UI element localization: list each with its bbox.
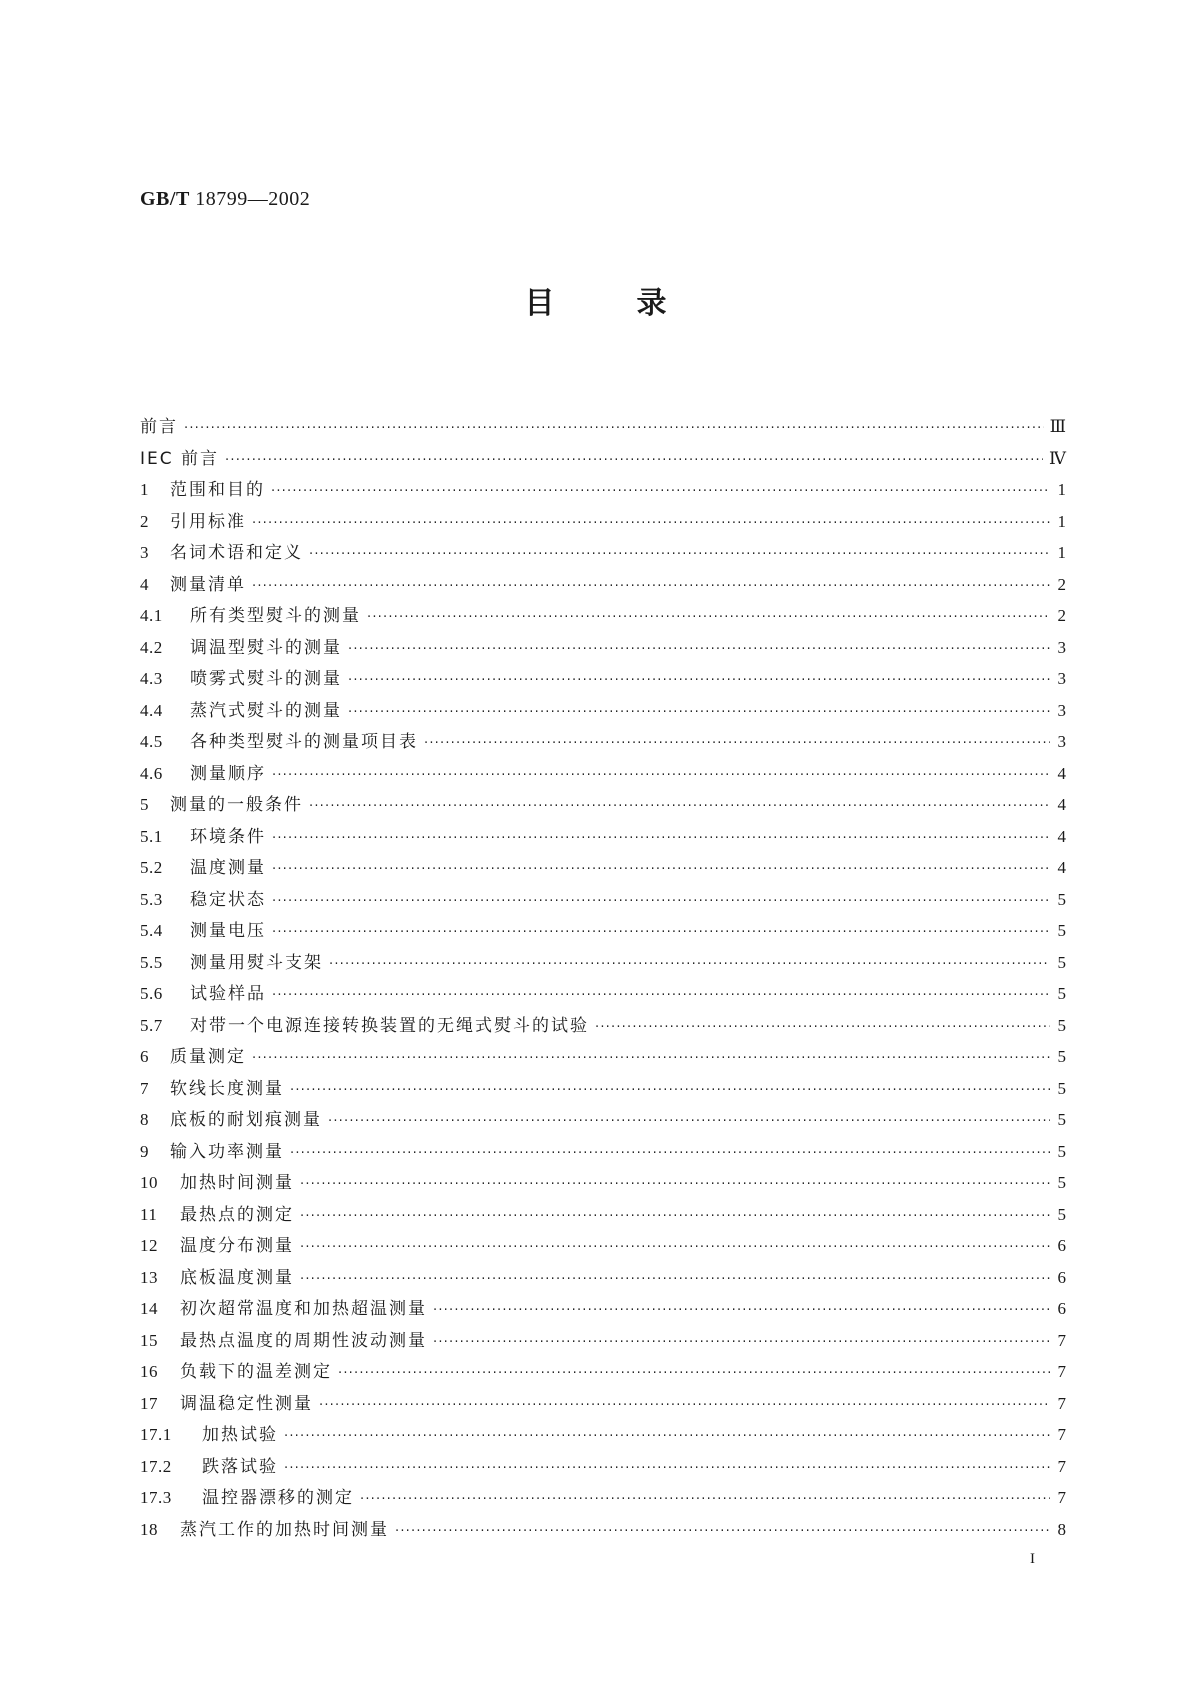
toc-entry-label: 测量顺序 xyxy=(190,763,266,784)
toc-entry-page: 3 xyxy=(1057,732,1066,751)
toc-entry xyxy=(140,1136,1066,1168)
toc-entry-page: 7 xyxy=(1057,1488,1066,1507)
toc-entry-number: 18 xyxy=(140,1519,158,1539)
toc-entry-label: 测量用熨斗支架 xyxy=(190,952,323,973)
toc-entry xyxy=(140,947,1066,979)
toc-entry-page: 6 xyxy=(1057,1267,1066,1287)
toc-entry xyxy=(140,726,1066,758)
toc-entry-label: 调温稳定性测量 xyxy=(180,1393,313,1414)
toc-entry-page: Ⅳ xyxy=(1049,448,1066,468)
toc-entry-number: 5.2 xyxy=(140,858,163,877)
toc-entry-label: 环境条件 xyxy=(190,826,266,847)
page-title xyxy=(0,278,1191,322)
toc-entry-number: 16 xyxy=(140,1362,158,1381)
toc-entry-label: 稳定状态 xyxy=(190,889,266,910)
toc-entry-label: 测量清单 xyxy=(170,574,246,595)
toc-entry-label: 名词术语和定义 xyxy=(170,543,303,563)
toc-entry-number: 9 xyxy=(140,1141,149,1161)
toc-leader-dots xyxy=(300,1232,1050,1264)
toc-entry xyxy=(140,821,1066,853)
toc-entry xyxy=(140,978,1066,1010)
toc-entry-page: 4 xyxy=(1057,763,1066,783)
toc-entry xyxy=(140,1230,1066,1262)
toc-entry-page: 7 xyxy=(1057,1362,1066,1381)
toc-leader-dots xyxy=(272,886,1050,918)
toc-leader-dots xyxy=(319,1390,1050,1422)
toc-entry-number: 7 xyxy=(140,1078,149,1098)
toc-leader-dots xyxy=(290,1075,1050,1107)
toc-entry-page: 7 xyxy=(1057,1456,1066,1476)
toc-entry-number: 4.6 xyxy=(140,763,163,783)
toc-entry-label: 蒸汽工作的加热时间测量 xyxy=(180,1519,389,1540)
toc-entry-label: 质量测定 xyxy=(170,1047,246,1067)
toc-entry-page: 4 xyxy=(1057,826,1066,846)
toc-entry xyxy=(140,474,1066,506)
toc-entry-page: 7 xyxy=(1057,1330,1066,1350)
standard-number: 18799—2002 xyxy=(195,188,311,210)
toc-entry xyxy=(140,1041,1066,1073)
toc-entry-number: 4.1 xyxy=(140,606,163,625)
toc-entry-label: 测量电压 xyxy=(190,921,266,941)
toc-entry xyxy=(140,537,1066,569)
toc-entry-label: 所有类型熨斗的测量 xyxy=(190,606,361,626)
toc-entry-number: 5.5 xyxy=(140,952,163,972)
toc-entry-page: 6 xyxy=(1057,1299,1066,1318)
toc-entry-number: 10 xyxy=(140,1173,158,1192)
toc-leader-dots xyxy=(309,791,1050,823)
toc-entry-label: 测量的一般条件 xyxy=(170,795,303,815)
toc-entry-number: 15 xyxy=(140,1330,158,1350)
toc-entry-number: 3 xyxy=(140,543,149,562)
toc-entry-page: 3 xyxy=(1057,637,1066,657)
page-number: I xyxy=(1030,1551,1035,1567)
toc-leader-dots xyxy=(395,1516,1050,1548)
toc-entry-label: 喷雾式熨斗的测量 xyxy=(190,669,342,689)
toc-entry xyxy=(140,852,1066,884)
table-of-contents xyxy=(140,411,1066,1545)
toc-entry xyxy=(140,632,1066,664)
toc-leader-dots xyxy=(284,1421,1050,1453)
toc-entry-number: 17.3 xyxy=(140,1488,172,1507)
toc-entry xyxy=(140,1199,1066,1231)
toc-entry-page: 8 xyxy=(1057,1519,1066,1539)
toc-entry-page: 3 xyxy=(1057,700,1066,720)
toc-leader-dots xyxy=(271,476,1050,508)
toc-entry xyxy=(140,600,1066,632)
toc-entry-page: 5 xyxy=(1057,1110,1066,1129)
toc-leader-dots xyxy=(272,854,1050,886)
toc-entry-page: 5 xyxy=(1057,921,1066,940)
toc-entry-page: 3 xyxy=(1057,669,1066,688)
toc-entry-page: 1 xyxy=(1057,480,1066,499)
toc-entry-page: 5 xyxy=(1057,1173,1066,1192)
standard-code xyxy=(140,188,310,211)
toc-entry-page: 5 xyxy=(1057,952,1066,972)
toc-entry-page: 5 xyxy=(1057,1015,1066,1035)
toc-entry-label: 引用标准 xyxy=(170,511,246,532)
toc-entry-number: 2 xyxy=(140,511,149,531)
toc-entry-label: 蒸汽式熨斗的测量 xyxy=(190,700,342,721)
toc-leader-dots xyxy=(272,823,1050,855)
toc-entry-number: 1 xyxy=(140,480,149,499)
toc-entry xyxy=(140,884,1066,916)
toc-entry-label: 前言 xyxy=(140,417,178,437)
toc-entry xyxy=(140,443,1066,475)
toc-entry-label: 负载下的温差测定 xyxy=(180,1362,332,1382)
toc-leader-dots xyxy=(252,508,1050,540)
toc-entry xyxy=(140,1167,1066,1199)
title-char-1: 目 xyxy=(524,286,555,321)
toc-leader-dots xyxy=(595,1012,1050,1044)
toc-entry xyxy=(140,506,1066,538)
toc-entry-label: 软线长度测量 xyxy=(170,1078,284,1099)
toc-entry xyxy=(140,1293,1066,1325)
toc-entry-page: 5 xyxy=(1057,984,1066,1003)
toc-entry-label: 温控器漂移的测定 xyxy=(202,1488,354,1508)
toc-entry-page: 1 xyxy=(1057,543,1066,562)
toc-entry-page: 4 xyxy=(1057,858,1066,877)
toc-entry-label: 最热点的测定 xyxy=(180,1204,294,1225)
toc-entry-number: 6 xyxy=(140,1047,149,1066)
toc-entry-number: 17.1 xyxy=(140,1425,172,1444)
toc-entry-number: 17 xyxy=(140,1393,158,1413)
toc-entry xyxy=(140,789,1066,821)
toc-leader-dots xyxy=(252,1043,1050,1075)
toc-entry xyxy=(140,1104,1066,1136)
toc-entry xyxy=(140,1356,1066,1388)
toc-entry-number: 5.3 xyxy=(140,889,163,909)
toc-entry xyxy=(140,695,1066,727)
toc-entry xyxy=(140,1262,1066,1294)
toc-entry-label: 跌落试验 xyxy=(202,1456,278,1477)
toc-leader-dots xyxy=(184,413,1044,445)
toc-entry-number: 5.7 xyxy=(140,1015,163,1035)
toc-entry-page: 5 xyxy=(1057,1078,1066,1098)
toc-leader-dots xyxy=(252,571,1050,603)
toc-entry xyxy=(140,915,1066,947)
toc-entry-page: 2 xyxy=(1057,574,1066,594)
toc-entry xyxy=(140,1451,1066,1483)
toc-entry-number: 5.4 xyxy=(140,921,163,940)
toc-entry-page: 7 xyxy=(1057,1393,1066,1413)
toc-leader-dots xyxy=(433,1327,1050,1359)
toc-entry xyxy=(140,758,1066,790)
toc-leader-dots xyxy=(367,602,1050,634)
toc-leader-dots xyxy=(272,760,1050,792)
toc-entry-label: 加热时间测量 xyxy=(180,1173,294,1193)
toc-leader-dots xyxy=(300,1169,1050,1201)
toc-entry xyxy=(140,1514,1066,1546)
toc-leader-dots xyxy=(309,539,1050,571)
toc-entry-label: 各种类型熨斗的测量项目表 xyxy=(190,732,418,752)
toc-entry-page: 5 xyxy=(1057,889,1066,909)
toc-entry-number: 4.5 xyxy=(140,732,163,751)
toc-entry xyxy=(140,1010,1066,1042)
toc-entry-page: 5 xyxy=(1057,1047,1066,1066)
toc-entry-page: 4 xyxy=(1057,795,1066,814)
toc-leader-dots xyxy=(300,1264,1050,1296)
toc-entry-page: 6 xyxy=(1057,1236,1066,1255)
toc-leader-dots xyxy=(328,1106,1050,1138)
toc-entry-label: 范围和目的 xyxy=(170,480,265,500)
toc-leader-dots xyxy=(348,697,1050,729)
toc-leader-dots xyxy=(272,980,1050,1012)
toc-leader-dots xyxy=(225,445,1043,477)
title-char-2: 录 xyxy=(636,286,667,321)
toc-entry-label: 加热试验 xyxy=(202,1425,278,1445)
toc-leader-dots xyxy=(360,1484,1050,1516)
toc-entry-number: 4.4 xyxy=(140,700,163,720)
toc-entry-label: 底板的耐划痕测量 xyxy=(170,1110,322,1130)
toc-entry-number: 12 xyxy=(140,1236,158,1255)
toc-leader-dots xyxy=(338,1358,1050,1390)
toc-entry-label: 温度测量 xyxy=(190,858,266,878)
toc-entry-label: 初次超常温度和加热超温测量 xyxy=(180,1299,427,1319)
toc-entry xyxy=(140,411,1066,443)
toc-entry-page: 2 xyxy=(1057,606,1066,625)
toc-entry-page: 5 xyxy=(1057,1141,1066,1161)
toc-entry-label: 试验样品 xyxy=(190,984,266,1004)
toc-entry-label: 调温型熨斗的测量 xyxy=(190,637,342,658)
toc-entry-number: 14 xyxy=(140,1299,158,1318)
toc-entry-page: Ⅲ xyxy=(1049,417,1066,436)
toc-leader-dots xyxy=(290,1138,1050,1170)
toc-entry-number: 4.2 xyxy=(140,637,163,657)
toc-entry-number: 13 xyxy=(140,1267,158,1287)
toc-leader-dots xyxy=(424,728,1050,760)
toc-leader-dots xyxy=(348,665,1050,697)
toc-entry xyxy=(140,1073,1066,1105)
toc-entry-number: 8 xyxy=(140,1110,149,1129)
toc-entry-page: 1 xyxy=(1057,511,1066,531)
toc-entry-number: 5 xyxy=(140,795,149,814)
toc-entry xyxy=(140,569,1066,601)
toc-entry-number: 17.2 xyxy=(140,1456,172,1476)
toc-entry-page: 5 xyxy=(1057,1204,1066,1224)
toc-leader-dots xyxy=(300,1201,1050,1233)
toc-entry-number: 5.1 xyxy=(140,826,163,846)
toc-entry-label: IEC 前言 xyxy=(140,448,220,469)
toc-entry-label: 温度分布测量 xyxy=(180,1236,294,1256)
toc-entry-number: 11 xyxy=(140,1204,158,1224)
toc-entry-number: 4.3 xyxy=(140,669,163,688)
toc-entry-label: 底板温度测量 xyxy=(180,1267,294,1288)
toc-entry xyxy=(140,1482,1066,1514)
toc-entry-label: 对带一个电源连接转换装置的无绳式熨斗的试验 xyxy=(190,1015,589,1036)
toc-entry xyxy=(140,1325,1066,1357)
toc-entry xyxy=(140,1419,1066,1451)
toc-entry-label: 输入功率测量 xyxy=(170,1141,284,1162)
toc-entry-number: 4 xyxy=(140,574,149,594)
toc-entry-number: 5.6 xyxy=(140,984,163,1003)
toc-entry xyxy=(140,663,1066,695)
toc-entry-label: 最热点温度的周期性波动测量 xyxy=(180,1330,427,1351)
toc-leader-dots xyxy=(348,634,1050,666)
toc-entry xyxy=(140,1388,1066,1420)
toc-entry-page: 7 xyxy=(1057,1425,1066,1444)
toc-leader-dots xyxy=(284,1453,1050,1485)
toc-leader-dots xyxy=(329,949,1050,981)
toc-leader-dots xyxy=(272,917,1050,949)
standard-prefix: GB/T xyxy=(140,188,190,210)
toc-leader-dots xyxy=(433,1295,1050,1327)
